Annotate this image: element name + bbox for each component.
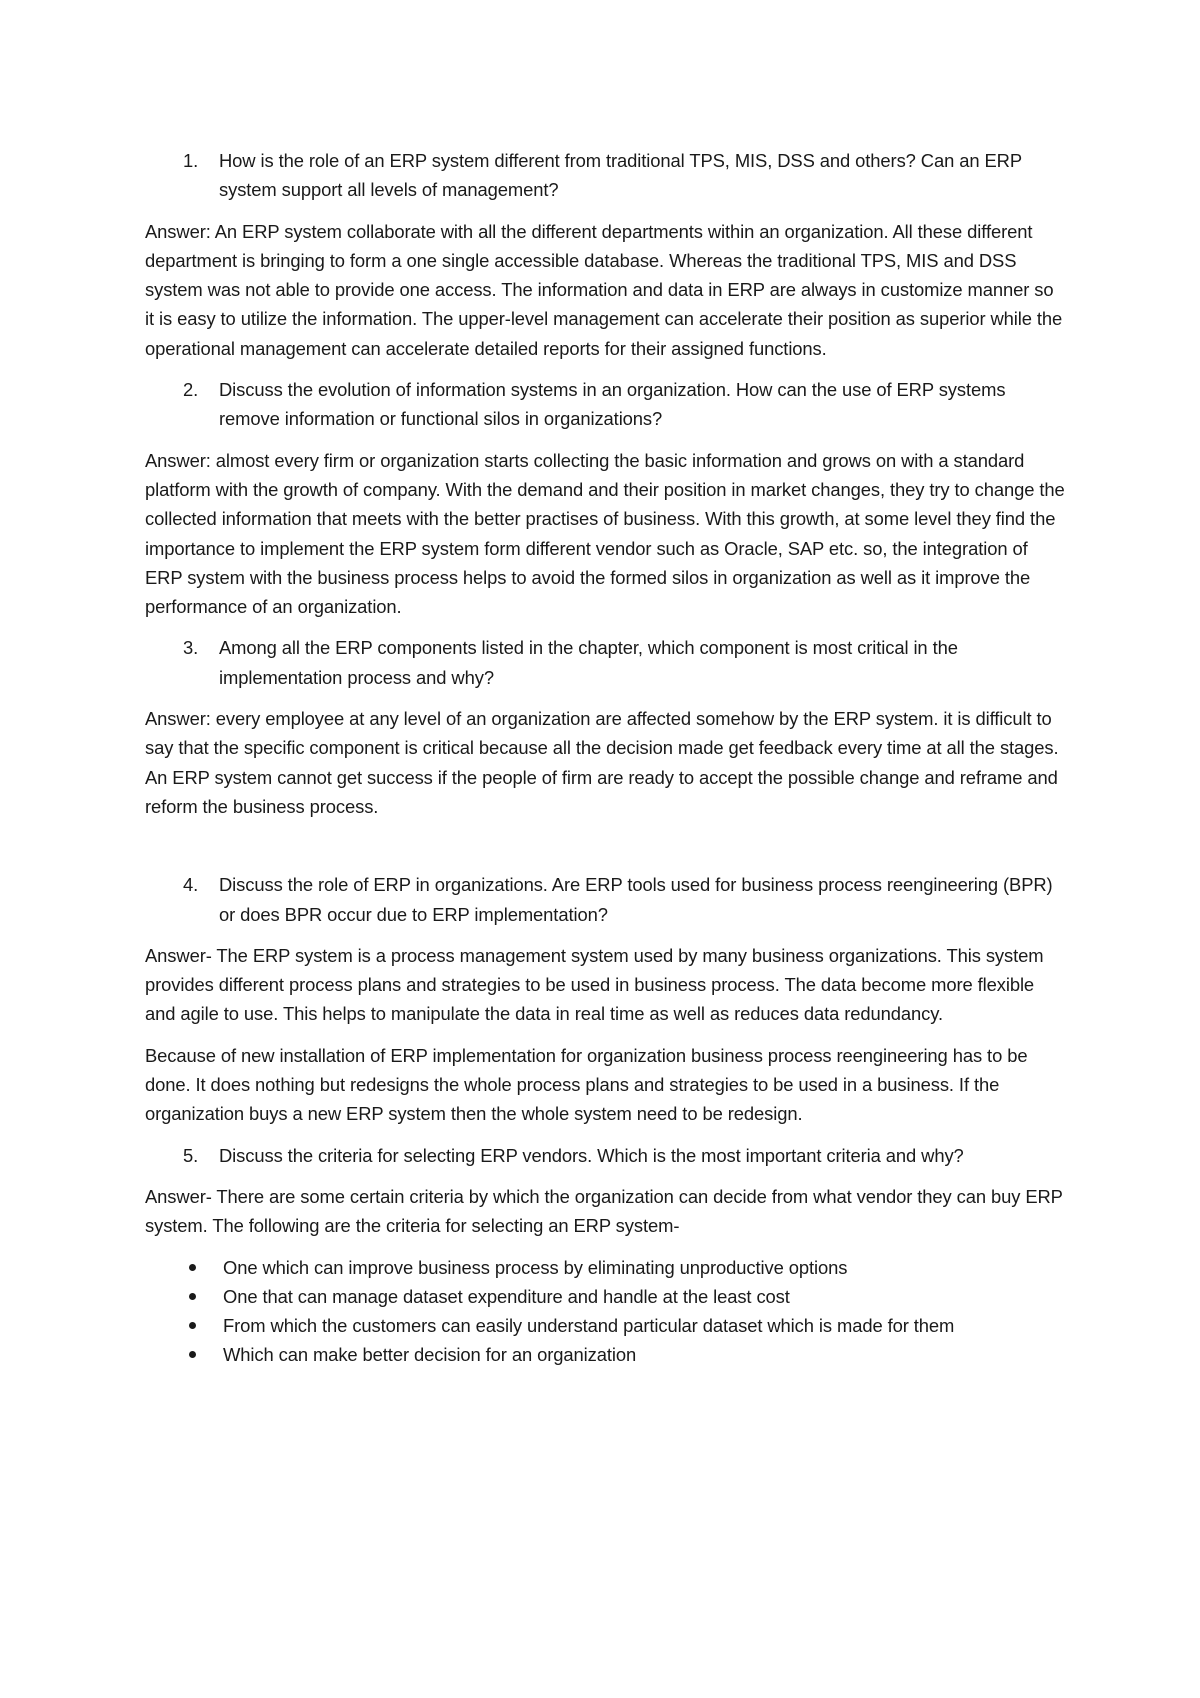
list-item-text: One which can improve business process by eliminating unproductive options [223, 1256, 848, 1278]
list-item-text: From which the customers can easily understand particular dataset which is made for them [223, 1315, 955, 1337]
question-number: 3. [183, 637, 199, 659]
question-text: Discuss the role of ERP in organizations. Are ERP tools used for business process reengineering (BPR) or does BPR occur due to ERP implementation? [219, 874, 1053, 925]
question-number: 1. [183, 150, 199, 171]
question-1 [145, 146, 1065, 205]
answer-paragraph: Answer: every employee at any level of an organization are affected somehow by the ERP system. it is difficult to say that the specific component is critical because all the decision made get feedback every time at all the stages. An ERP system cannot get success if the people of firm are ready to accept the possible change and reframe and reform the business process. [145, 708, 1059, 817]
bullet-icon [189, 1293, 196, 1300]
question-text: Discuss the evolution of information systems in an organization. How can the use of ERP systems remove information or functional silos in organizations? [219, 379, 1006, 430]
question-4 [145, 870, 1065, 929]
bullet-icon [189, 1351, 196, 1358]
list-item [145, 1311, 1065, 1340]
list-item [145, 1340, 1065, 1369]
answer-paragraph: Answer: almost every firm or organization starts collecting the basic information and grows on with a standard platform with the growth of company. With the demand and their position in market changes, they try to change the collected information that meets with the better practises of business. With this growth, at some level they find the importance to implement the ERP system form different vendor such as Oracle, SAP etc. so, the integration of ERP system with the business process helps to avoid the formed silos in organization as well as it improve the performance of an organization. [145, 449, 1065, 618]
list-item [145, 1253, 1065, 1282]
criteria-list [145, 1253, 1065, 1370]
bullet-icon [189, 1322, 196, 1329]
question-text: Discuss the criteria for selecting ERP vendors. Which is the most important criteria and why? [219, 1144, 964, 1166]
question-text: How is the role of an ERP system different from traditional TPS, MIS, DSS and others? Can an ERP system support all levels of management? [219, 150, 1022, 201]
question-text: Among all the ERP components listed in the chapter, which component is most critical in the implementation process and why? [219, 637, 958, 688]
question-5 [145, 1141, 1065, 1170]
list-item [145, 1282, 1065, 1311]
bullet-icon [189, 1264, 196, 1271]
document-body [145, 146, 1065, 1370]
question-2 [145, 375, 1065, 434]
answer-paragraph: Answer- The ERP system is a process management system used by many business organizations. This system provides different process plans and strategies to be used in business process. The data become more flexible and agile to use. This helps to manipulate the data in real time as well as reduces data redundancy. [145, 944, 1044, 1025]
question-number: 2. [183, 379, 199, 401]
list-item-text: One that can manage dataset expenditure and handle at the least cost [223, 1285, 790, 1307]
question-number: 4. [183, 874, 199, 896]
answer-paragraph: Because of new installation of ERP implementation for organization business process reengineering has to be done. It does nothing but redesigns the whole process plans and strategies to be used in a business. If the organization buys a new ERP system then the whole system need to be redesign. [145, 1044, 1028, 1125]
list-item-text: Which can make better decision for an organization [223, 1344, 637, 1366]
question-number: 5. [183, 1144, 199, 1166]
answer-paragraph: Answer- There are some certain criteria by which the organization can decide from what vendor they can buy ERP system. The following are the criteria for selecting an ERP system- [145, 1185, 1063, 1237]
question-3 [145, 633, 1065, 692]
answer-paragraph: Answer: An ERP system collaborate with all the different departments within an organization. All these different department is bringing to form a one single accessible database. Whereas the traditional TPS, MIS and DSS system was not able to provide one access. The information and data in ERP are always in customize manner so it is easy to utilize the information. The upper-level management can accelerate their position as superior while the operational management can accelerate detailed reports for their assigned functions. [145, 220, 1063, 359]
